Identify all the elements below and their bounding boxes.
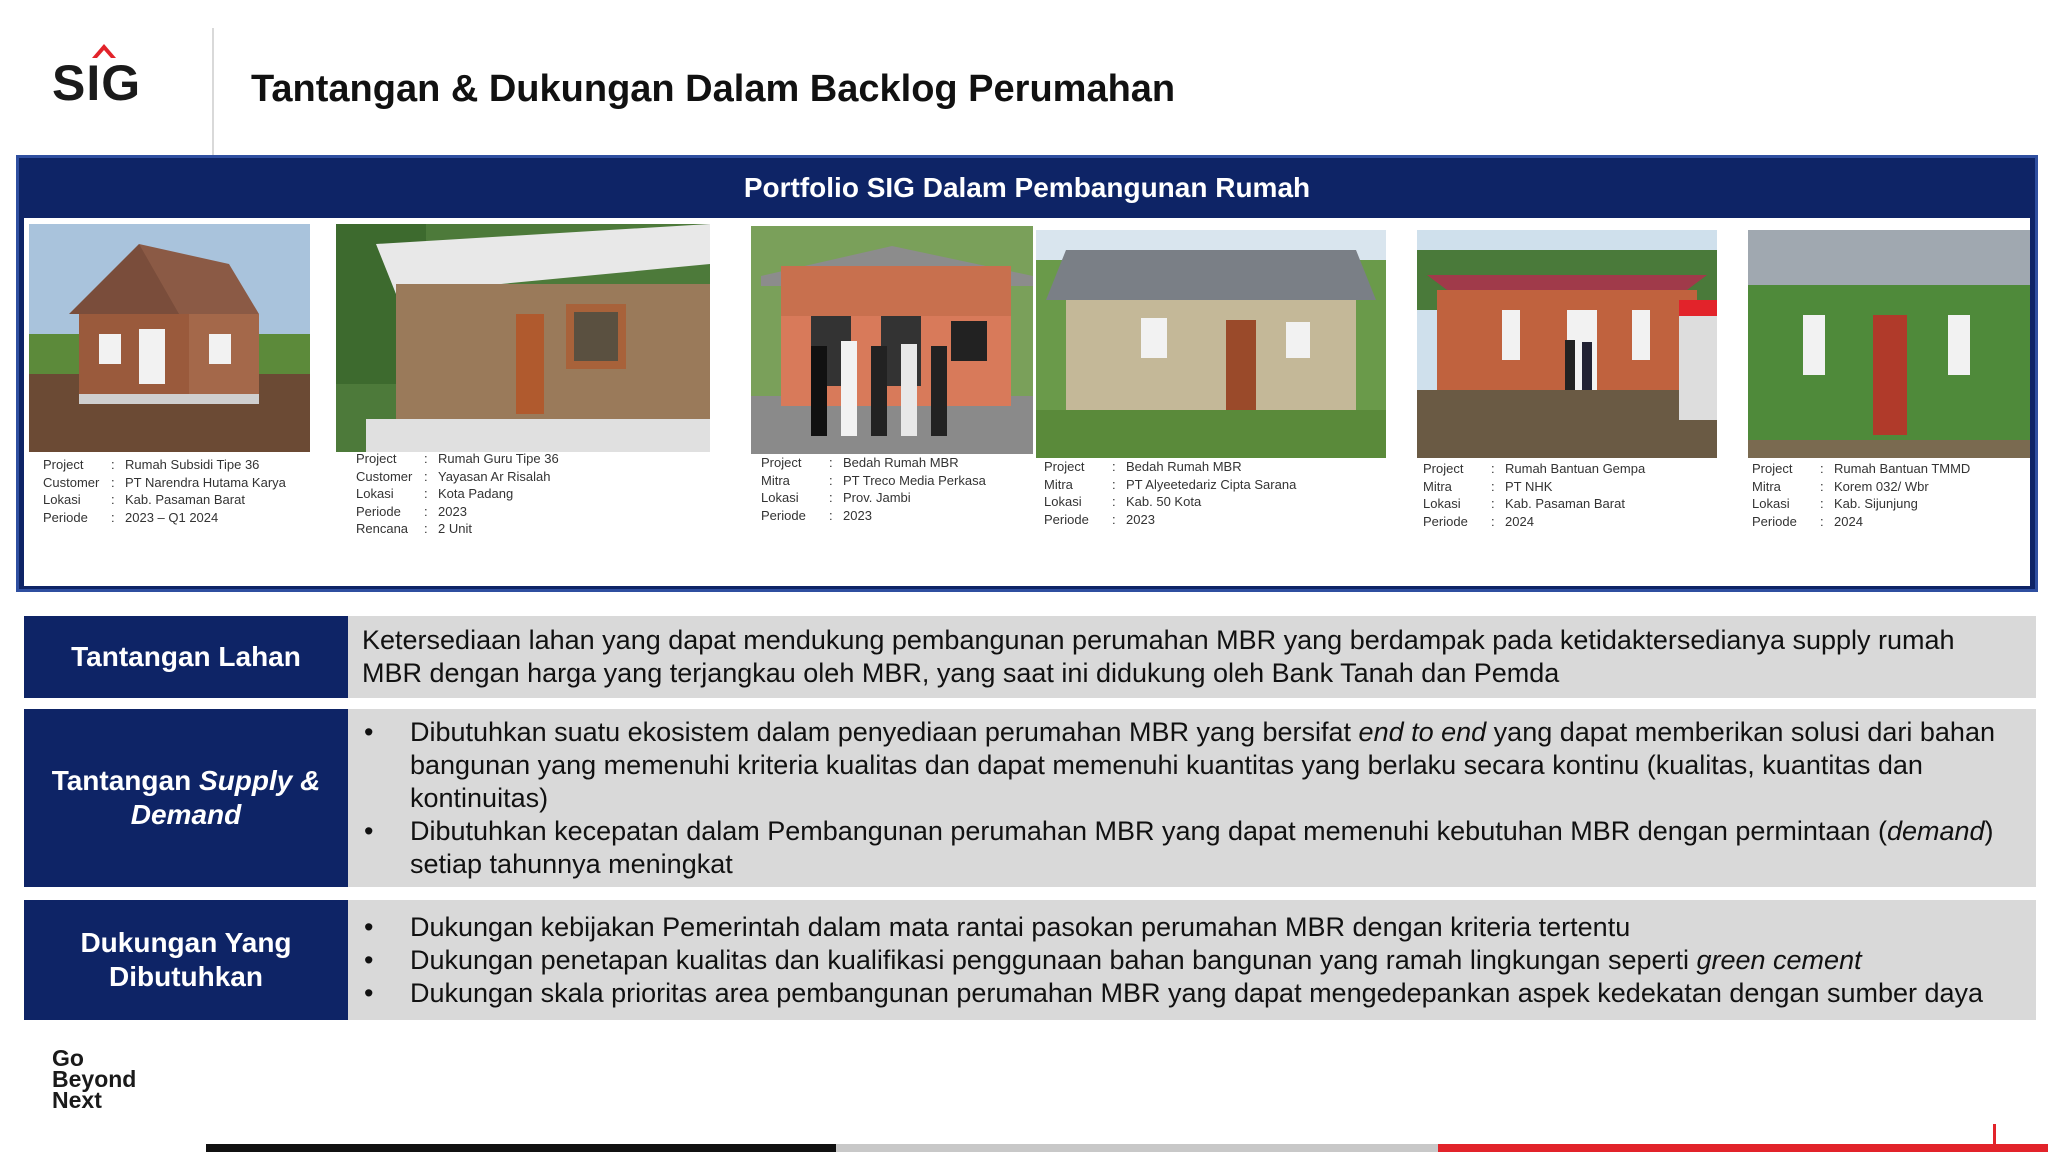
portfolio-title: Portfolio SIG Dalam Pembangunan Rumah (743, 172, 1311, 203)
list-item: • Dukungan kebijakan Pemerintah dalam mata rantai pasokan perumahan MBR dengan kriteria tertentu (364, 911, 1631, 942)
footer-bar-gray (836, 1144, 1438, 1152)
challenge-text-lahan (348, 616, 2036, 698)
card-caption-3: Project : Bedah Rumah MBR Mitra : PT Treco Media Perkasa Lokasi : Prov. Jambi Periode : 2023 (761, 455, 986, 523)
footer-bar-red (1438, 1144, 2048, 1152)
footer-red-tick (1993, 1124, 1996, 1146)
challenge-row-supply-demand (24, 709, 2036, 887)
card-caption-2: Project : Rumah Guru Tipe 36 Customer : Yayasan Ar Risalah Lokasi : Kota Padang Periode : 2023 Rencana : 2 Unit (356, 451, 559, 536)
house-photo-1 (29, 224, 310, 452)
card-caption-5: Project : Rumah Bantuan Gempa Mitra : PT NHK Lokasi : Kab. Pasaman Barat Periode : 2024 (1423, 461, 1646, 529)
challenge-list-supply-demand (348, 709, 2036, 887)
list-item: • Dibutuhkan suatu ekosistem dalam penyediaan perumahan MBR yang bersifat end to end yang dapat memberikan solusi dari bahan bangunan yang memenuhi kriteria kualitas dan dapat memenuhi kuantitas yang berlaku secara kontinu (kualitas, kuantitas dan kontinuitas) (364, 716, 1995, 813)
sig-logo (50, 40, 160, 110)
challenge-label-supply-demand: Tantangan Supply & Demand (24, 709, 348, 887)
support-list (348, 900, 2036, 1020)
house-photo-3 (751, 226, 1033, 454)
footer-bar-black (206, 1144, 836, 1152)
logo-text: SIG (52, 55, 142, 111)
tagline-logo: Go Beyond Next (52, 1045, 137, 1113)
support-row (24, 900, 2036, 1020)
page-title: Tantangan & Dukungan Dalam Backlog Perumahan (251, 68, 1176, 110)
challenge-text-lahan-content: Ketersediaan lahan yang dapat mendukung pembangunan perumahan MBR yang berdampak pada ketidaktersedianya supply rumah MBR dengan harga yang terjangkau oleh MBR, yang saat ini didukung oleh Bank Tanah dan Pemda (362, 625, 1955, 688)
card-caption-6: Project : Rumah Bantuan TMMD Mitra : Korem 032/ Wbr Lokasi : Kab. Sijunjung Periode : 2024 (1752, 461, 1971, 529)
list-item: • Dukungan penetapan kualitas dan kualifikasi penggunaan bahan bangunan yang ramah lingkungan seperti green cement (364, 944, 1862, 975)
card-caption-4: Project : Bedah Rumah MBR Mitra : PT Alyeetedariz Cipta Sarana Lokasi : Kab. 50 Kota Periode : 2023 (1044, 459, 1297, 527)
list-item: • Dukungan skala prioritas area pembangunan perumahan MBR yang dapat mengedepankan aspek kedekatan dengan sumber daya (364, 977, 1984, 1008)
support-label: Dukungan Yang Dibutuhkan (24, 900, 348, 1020)
challenge-row-lahan (24, 616, 2036, 698)
house-photo-5 (1417, 230, 1717, 458)
card-caption-1: Project : Rumah Subsidi Tipe 36 Customer : PT Narendra Hutama Karya Lokasi : Kab. Pasaman Barat Periode : 2023 – Q1 2024 (43, 457, 286, 525)
portfolio-panel (16, 155, 2038, 592)
house-photo-2 (336, 224, 710, 452)
challenge-label-lahan: Tantangan Lahan (24, 616, 348, 698)
list-item: • Dibutuhkan kecepatan dalam Pembangunan perumahan MBR yang dapat memenuhi kebutuhan MBR dengan permintaan (demand) setiap tahunnya meningkat (364, 815, 1994, 879)
house-photo-6 (1748, 230, 2030, 458)
header-divider (212, 28, 214, 158)
house-photo-4 (1036, 230, 1386, 458)
portfolio-gallery (24, 218, 2030, 586)
